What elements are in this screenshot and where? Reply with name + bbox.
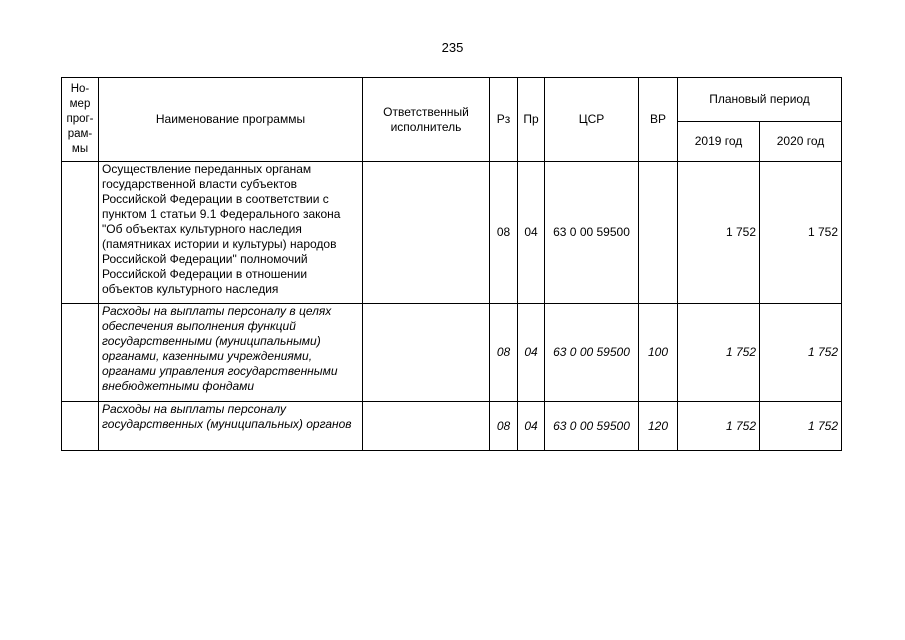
budget-table [61, 77, 842, 451]
header-executor: Ответственный исполнитель [363, 78, 490, 162]
row-vr [639, 162, 678, 304]
header-name: Наименование программы [99, 78, 363, 162]
header-vr: ВР [639, 78, 678, 162]
header-planned-period: Плановый период [678, 78, 842, 122]
table-row [62, 402, 842, 451]
row-value-2019: 1 752 [678, 402, 760, 451]
row-rz: 08 [490, 162, 518, 304]
row-number [62, 162, 99, 304]
row-number [62, 402, 99, 451]
header-number: Но- мер прог- рам- мы [62, 78, 99, 162]
row-executor [363, 162, 490, 304]
row-csr: 63 0 00 59500 [545, 402, 639, 451]
row-value-2019: 1 752 [678, 304, 760, 402]
header-year-2019: 2019 год [678, 122, 760, 162]
row-executor [363, 304, 490, 402]
header-pr: Пр [518, 78, 545, 162]
row-value-2020: 1 752 [760, 402, 842, 451]
header-csr: ЦСР [545, 78, 639, 162]
row-rz: 08 [490, 402, 518, 451]
row-rz: 08 [490, 304, 518, 402]
table-row [62, 304, 842, 402]
row-value-2019: 1 752 [678, 162, 760, 304]
header-year-2020: 2020 год [760, 122, 842, 162]
row-pr: 04 [518, 402, 545, 451]
row-pr: 04 [518, 162, 545, 304]
row-vr: 100 [639, 304, 678, 402]
row-name: Расходы на выплаты персоналу государственных (муниципальных) органов [99, 402, 363, 451]
page-number: 235 [441, 40, 464, 55]
row-number [62, 304, 99, 402]
row-executor [363, 402, 490, 451]
row-value-2020: 1 752 [760, 304, 842, 402]
row-csr: 63 0 00 59500 [545, 162, 639, 304]
table-row [62, 162, 842, 304]
row-name: Расходы на выплаты персоналу в целях обеспечения выполнения функций государственными (муниципальными) органами, казенными учреждениями, органами управления государственными внебюджетными фондами [99, 304, 363, 402]
row-csr: 63 0 00 59500 [545, 304, 639, 402]
row-value-2020: 1 752 [760, 162, 842, 304]
row-name: Осуществление переданных органам государственной власти субъектов Российской Федерации в соответствии с пунктом 1 статьи 9.1 Федерального закона "Об объектах культурного наследия (памятниках истории и культуры) народов Российской Федерации" полномочий Российской Федерации в отношении объектов культурного наследия [99, 162, 363, 304]
header-rz: Рз [490, 78, 518, 162]
row-vr: 120 [639, 402, 678, 451]
row-pr: 04 [518, 304, 545, 402]
